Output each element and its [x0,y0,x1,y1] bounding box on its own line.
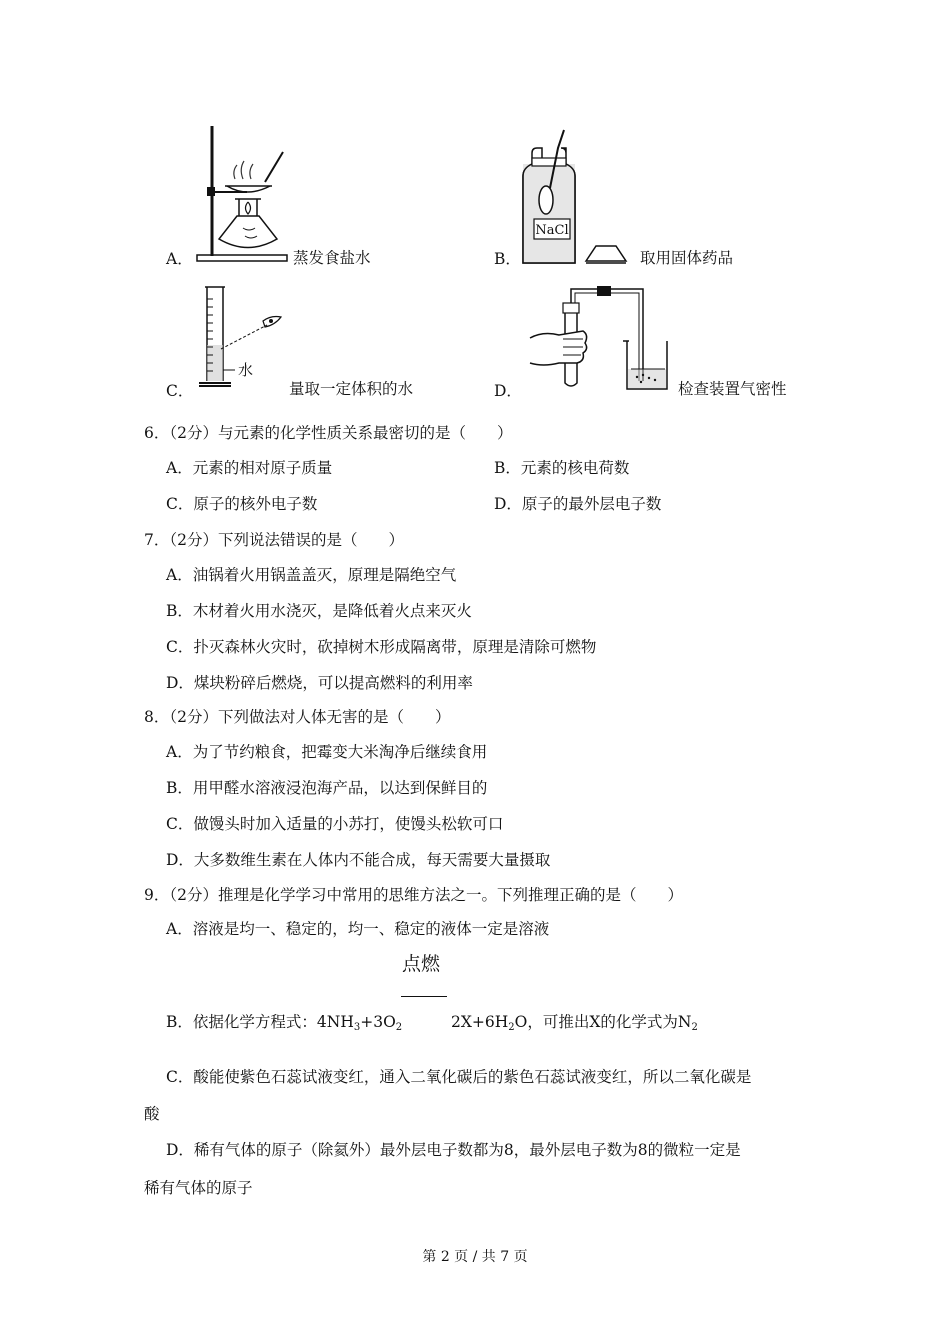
q6-option-c: C．原子的核外电子数 [166,495,318,513]
q8-option-a: A．为了节约粮食，把霉变大米淘净后继续食用 [166,743,488,761]
q9-option-d-line1: D．稀有气体的原子（除氦外）最外层电子数都为8，最外层电子数为8的微粒一定是 [166,1141,741,1159]
q7-option-d: D．煤块粉碎后燃烧，可以提高燃料的利用率 [166,674,473,692]
page-footer: 第 2 页 / 共 7 页 [422,1249,528,1265]
q9-option-a: A．溶液是均一、稳定的，均一、稳定的液体一定是溶液 [166,920,550,938]
q9-option-c-line1: C．酸能使紫色石蕊试液变红，通入二氧化碳后的紫色石蕊试液变红，所以二氧化碳是 [166,1068,752,1086]
q6-option-d: D．原子的最外层电子数 [494,495,662,513]
q5-option-d-caption: 检查装置气密性 [678,380,787,398]
q9-b-sub4: 2 [691,1022,698,1033]
q5-option-c-letter: C． [166,382,194,400]
graduated-cylinder-figure [195,285,290,390]
q5-option-c-caption: 量取一定体积的水 [289,380,414,398]
q9-b-prefix: B．依据化学方程式：4NH [166,1013,354,1031]
reaction-condition: 点燃 [402,953,441,975]
q9-option-c-line2: 酸 [144,1105,160,1123]
airtightness-check-figure [525,283,675,393]
q9-b-sub1: 3 [353,1022,361,1033]
nacl-label: NaCl [535,223,569,238]
q8-option-c: C．做馒头时加入适量的小苏打，使馒头松软可口 [166,815,504,833]
q5-option-b-letter: B． [494,250,521,268]
q6-option-b: B．元素的核电荷数 [494,459,630,477]
q9-b-suffix: O，可推出X的化学式为N [514,1013,692,1031]
q7-stem: 7．（2分）下列说法错误的是（ ） [144,531,404,549]
q9-b-sub3: 2 [508,1022,515,1033]
water-label: 水 [238,361,254,379]
q8-option-b: B．用甲醛水溶液浸泡海产品，以达到保鲜目的 [166,779,488,797]
q7-option-a: A．油锅着火用锅盖盖灭，原理是隔绝空气 [166,566,457,584]
reaction-arrow-line [401,996,447,997]
q9-b-product: 2X+6H [451,1013,509,1031]
q5-option-d-letter: D． [494,382,522,400]
q9-option-b [166,1012,402,1038]
q7-option-b: B．木材着火用水浇灭，是降低着火点来灭火 [166,602,472,620]
evaporation-apparatus-figure [195,124,290,264]
q6-option-a: A．元素的相对原子质量 [166,459,333,477]
q8-stem: 8．（2分）下列做法对人体无害的是（ ） [144,708,451,726]
q5-option-a-caption: 蒸发食盐水 [293,249,371,267]
reagent-bottle-figure [520,128,640,266]
q9-b-sub2: 2 [395,1022,403,1033]
q9-b-mid: +3O [360,1013,396,1031]
q6-stem: 6．（2分）与元素的化学性质关系最密切的是（ ） [144,424,513,442]
q9-stem: 9．（2分）推理是化学学习中常用的思维方法之一。下列推理正确的是（ ） [144,886,683,904]
q8-option-d: D．大多数维生素在人体内不能合成，每天需要大量摄取 [166,851,551,869]
q7-option-c: C．扑灭森林火灾时，砍掉树木形成隔离带，原理是清除可燃物 [166,638,597,656]
q9-option-b-products [451,1012,698,1038]
q5-option-b-caption: 取用固体药品 [640,249,734,267]
q5-option-a-letter: A． [166,250,193,268]
q9-option-d-line2: 稀有气体的原子 [144,1179,253,1197]
